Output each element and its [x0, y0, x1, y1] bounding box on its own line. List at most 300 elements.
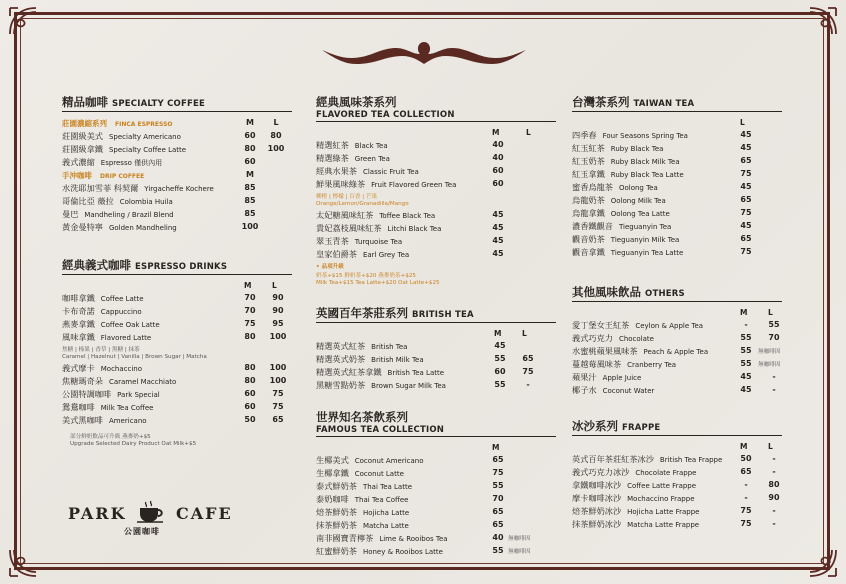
item-name-zh: 紅玉拿鐵	[572, 169, 605, 179]
item-name-zh: 風味拿鐵	[62, 332, 95, 342]
section-title-en: OTHERS	[645, 289, 685, 299]
item-name	[572, 221, 671, 232]
menu-item-row	[62, 402, 292, 415]
item-name	[316, 354, 424, 365]
menu-item-row	[316, 223, 556, 236]
item-name-en: Colombia Huila	[119, 198, 173, 206]
item-name-en: Park Special	[117, 391, 160, 399]
section-title-espresso	[62, 257, 292, 275]
logo-word-cafe: CAFE	[176, 504, 233, 523]
price-l: 75	[740, 169, 752, 178]
column-header-m: M	[246, 118, 254, 127]
item-name-zh: 抹茶鮮奶冰沙	[572, 519, 622, 529]
item-name-zh: 濃香鐵觀音	[572, 221, 613, 231]
menu-item-row	[572, 208, 782, 221]
price-l: 75	[522, 367, 534, 376]
item-name-en: Coconut Americano	[354, 457, 424, 465]
item-name-zh: 英式百年茶莊紅茶冰沙	[572, 454, 654, 464]
menu-item-row	[62, 183, 292, 196]
item-name	[62, 293, 144, 304]
column-headers	[572, 442, 782, 454]
item-name	[572, 130, 688, 141]
item-name	[316, 341, 407, 352]
item-name-en: Ruby Black Tea	[610, 145, 664, 153]
caffeine-free-note: 無咖啡因	[508, 549, 531, 555]
price-m: 55	[740, 346, 752, 355]
price-m: 70	[492, 494, 504, 503]
item-name-en: Tieguanyin Milk Tea	[610, 236, 680, 244]
section-title-en: TAIWAN TEA	[633, 99, 695, 109]
price-l: 45	[740, 143, 752, 152]
price-m: 60	[492, 166, 504, 175]
corner-ornament-icon	[6, 4, 40, 38]
menu-item-row	[572, 372, 782, 385]
caffeine-free-note: 無咖啡因	[508, 536, 531, 542]
item-name-en: Cranberry Tea	[627, 361, 677, 369]
logo-subtitle: 公園咖啡	[124, 527, 160, 536]
price-l: 75	[740, 247, 752, 256]
column-headers	[62, 281, 292, 293]
price-l: 80	[270, 131, 282, 140]
item-name-en: Tieguanyin Tea	[618, 223, 672, 231]
item-name-zh: 泰奶咖啡	[316, 494, 349, 504]
column-header-l: L	[526, 128, 531, 137]
item-name-en: Apple Juice	[602, 374, 642, 382]
item-name-zh: 太妃糖風味紅茶	[316, 210, 374, 220]
item-name-en: Earl Grey Tea	[362, 251, 410, 259]
menu-item-row	[572, 156, 782, 169]
menu-item-row	[572, 346, 782, 359]
subheader-finca	[62, 118, 173, 129]
item-name-zh: 貴妃荔枝風味紅茶	[316, 223, 382, 233]
price-l: 100	[269, 376, 287, 385]
column-header-l: L	[768, 308, 773, 317]
item-name-en: Oolong Milk Tea	[610, 197, 666, 205]
item-name-zh: 觀音拿鐵	[572, 247, 605, 257]
column-header-l: L	[768, 442, 773, 451]
item-name	[572, 385, 654, 396]
price-m: 45	[740, 372, 752, 381]
menu-item-row	[62, 209, 292, 222]
menu-item-row	[572, 493, 782, 506]
item-name-en: Coffee Latte Frappe	[627, 482, 697, 490]
menu-item-row	[316, 507, 556, 520]
menu-item-row	[62, 415, 292, 428]
item-name	[572, 359, 676, 370]
item-name	[62, 389, 160, 400]
price-l: 65	[272, 415, 284, 424]
item-name	[572, 182, 658, 193]
item-name	[572, 333, 654, 344]
price-m: 55	[492, 546, 504, 555]
price-m: 65	[740, 467, 752, 476]
item-name	[572, 169, 684, 180]
section-title-british	[316, 305, 556, 323]
item-name-zh: 愛丁堡女王紅茶	[572, 320, 630, 330]
section-title-en: ESPRESSO DRINKS	[135, 262, 228, 272]
price-l: 65	[740, 195, 752, 204]
fruit-options-en: Orange/Lemon/Granadilla/Mango	[316, 201, 409, 207]
item-name	[572, 208, 670, 219]
subheader-en: DRIP COFFEE	[100, 173, 145, 180]
item-name-en: Brown Sugar Milk Tea	[371, 382, 446, 390]
item-name	[572, 346, 708, 357]
item-name	[62, 376, 176, 387]
section-title-zh: 冰沙系列	[572, 419, 618, 433]
item-name	[316, 179, 456, 190]
item-name-zh: 紅蜜鮮奶茶	[316, 546, 357, 556]
section-title-zh: 經典風味茶系列	[316, 95, 397, 109]
item-name-en: Green Tea	[354, 155, 390, 163]
item-name-zh: 鴛鴦咖啡	[62, 402, 95, 412]
price-l: 45	[740, 221, 752, 230]
price-m: 80	[244, 363, 256, 372]
upgrade-title-text: 品項升級	[321, 264, 344, 270]
item-name-en: Oolong Tea	[618, 184, 658, 192]
item-name	[316, 380, 446, 391]
menu-item-row	[572, 519, 782, 532]
item-name-zh: 皇家伯爵茶	[316, 249, 357, 259]
menu-item-row	[572, 480, 782, 493]
item-name-en: Mandheling / Brazil Blend	[84, 211, 174, 219]
price-m: 45	[492, 249, 504, 258]
price-m: 60	[492, 179, 504, 188]
item-name-zh: 烏龍拿鐵	[572, 208, 605, 218]
item-name-en: Honey & Rooibos Latte	[362, 548, 443, 556]
menu-item-row	[316, 354, 556, 367]
price-m: 70	[244, 293, 256, 302]
caffeine-free-note: 無咖啡因	[758, 362, 781, 368]
item-name-en: Ruby Black Tea Latte	[610, 171, 684, 179]
column-header-m: M	[740, 442, 748, 451]
menu-item-row	[316, 481, 556, 494]
item-name	[316, 210, 435, 221]
item-name-zh: 紅玉奶茶	[572, 156, 605, 166]
menu-item-row	[62, 293, 292, 306]
price-m: 60	[244, 402, 256, 411]
item-name-en: Tieguanyin Tea Latte	[610, 249, 684, 257]
menu-item-row	[572, 320, 782, 333]
upgrade-title: • 品項升級	[316, 264, 344, 270]
menu-item-row	[572, 506, 782, 519]
menu-item-row	[572, 130, 782, 143]
section-title-others	[572, 284, 782, 302]
price-m: 60	[244, 131, 256, 140]
subheader-row	[62, 118, 292, 131]
price-l: -	[772, 467, 776, 476]
item-name-zh: 卡布奇諾	[62, 306, 95, 316]
item-name-en: Chocolate	[618, 335, 654, 343]
price-m: 80	[244, 376, 256, 385]
column-header-l: L	[272, 281, 277, 290]
item-name	[316, 249, 409, 260]
menu-item-row	[572, 247, 782, 260]
section-title-frappe	[572, 418, 782, 436]
price-l: -	[772, 506, 776, 515]
item-name-en: Peach & Apple Tea	[643, 348, 709, 356]
price-l: 95	[272, 319, 284, 328]
item-name	[572, 143, 663, 154]
park-cafe-logo	[62, 496, 242, 546]
price-m: 45	[492, 236, 504, 245]
price-m: 55	[494, 380, 506, 389]
item-name-zh: 精選英式奶茶	[316, 354, 366, 364]
item-name-en: Black Tea	[354, 142, 388, 150]
section-title-en: BRITISH TEA	[412, 310, 474, 320]
item-name	[572, 493, 695, 504]
price-m: 45	[492, 223, 504, 232]
item-name-zh: 黑糖雪點奶茶	[316, 380, 366, 390]
price-l: 45	[740, 130, 752, 139]
item-name-en: Espresso 僅供內用	[100, 159, 163, 167]
menu-item-row	[572, 385, 782, 398]
item-name-zh: 椰子水	[572, 385, 597, 395]
item-name-en: Yirgacheffe Kochere	[144, 185, 214, 193]
item-name-en: Classic Fruit Tea	[362, 168, 419, 176]
item-name-zh: 義式巧克力	[572, 333, 613, 343]
item-name-zh: 公園特調咖啡	[62, 389, 112, 399]
column-header-m: M	[494, 329, 502, 338]
oat-upgrade-note-en: Upgrade Selected Dairy Product Oat Milk+$5	[70, 441, 197, 447]
corner-ornament-icon	[6, 546, 40, 580]
item-name-en: Four Seasons Spring Tea	[602, 132, 688, 140]
item-name-en: British Tea	[371, 343, 408, 351]
menu-item-row	[572, 234, 782, 247]
item-name	[62, 402, 154, 413]
price-l: 65	[522, 354, 534, 363]
item-name-en: Coconut Latte	[354, 470, 404, 478]
subheader-zh: 手沖咖啡	[62, 171, 92, 180]
item-name-en: British Milk Tea	[371, 356, 424, 364]
column-header-m: M	[492, 443, 500, 452]
item-name	[572, 506, 699, 517]
item-name-zh: 紅玉紅茶	[572, 143, 605, 153]
price-l: 100	[269, 332, 287, 341]
item-name	[572, 320, 703, 331]
price-l: 75	[272, 402, 284, 411]
item-name-zh: 蜜香烏龍茶	[572, 182, 613, 192]
price-m: 75	[244, 319, 256, 328]
price-m: 60	[494, 367, 506, 376]
section-title-specialty	[62, 94, 292, 112]
item-name-zh: 南非國寶青檸茶	[316, 533, 374, 543]
item-name-zh: 精選綠茶	[316, 153, 349, 163]
item-name	[62, 319, 160, 330]
item-name-en: Coffee Oak Latte	[100, 321, 160, 329]
price-l: 90	[272, 306, 284, 315]
item-name-zh: 四季春	[572, 130, 597, 140]
price-m: 85	[244, 183, 256, 192]
item-name	[62, 363, 142, 374]
item-name-zh: 經典水果茶	[316, 166, 357, 176]
price-m: 65	[492, 520, 504, 529]
menu-item-row	[572, 467, 782, 480]
item-name	[62, 332, 151, 343]
item-name-en: British Tea Frappe	[659, 456, 723, 464]
flavor-options-en: Caramel | Hazelnut | Vanilla | Brown Sugar | Matcha	[62, 354, 207, 360]
upgrade-prices-en: Milk Tea+$15 Tea Latte+$20 Oat Latte+$25	[316, 280, 440, 286]
price-m: 40	[492, 140, 504, 149]
corner-ornament-icon	[806, 4, 840, 38]
menu-item-row	[316, 367, 556, 380]
price-m: 55	[740, 333, 752, 342]
item-name	[62, 222, 177, 233]
price-m: 85	[244, 196, 256, 205]
section-title-zh: 台灣茶系列	[572, 95, 630, 109]
price-l: 100	[267, 144, 285, 153]
price-m: 65	[492, 455, 504, 464]
price-m: 50	[740, 454, 752, 463]
item-name-zh: 莊園級美式	[62, 131, 103, 141]
price-m: 55	[740, 359, 752, 368]
item-name-zh: 燕麥拿鐵	[62, 319, 95, 329]
item-name-zh: 義式濃縮	[62, 157, 95, 167]
column-header-m: M	[740, 308, 748, 317]
item-name-en: Specialty Americano	[108, 133, 181, 141]
item-name-en: British Tea Latte	[387, 369, 445, 377]
item-name-zh: 水洗耶加雪菲 科契爾	[62, 183, 139, 193]
item-name-en: Chocolate Frappe	[635, 469, 697, 477]
item-name-zh: 烏龍奶茶	[572, 195, 605, 205]
item-name	[316, 507, 409, 518]
menu-item-row	[316, 455, 556, 468]
item-name	[572, 234, 679, 245]
item-name-en: Caramel Macchiato	[108, 378, 177, 386]
subheader-drip	[62, 170, 144, 181]
column-header-l: L	[522, 329, 527, 338]
item-name-en: Flavored Latte	[100, 334, 152, 342]
column-headers	[316, 128, 556, 140]
menu-item-row	[316, 153, 556, 166]
item-name-en: Mochaccino Frappe	[627, 495, 695, 503]
menu-item-row	[62, 363, 292, 376]
column-header-m: M	[246, 170, 254, 179]
item-name-zh: 焙茶鮮奶冰沙	[572, 506, 622, 516]
column-left	[62, 94, 292, 450]
menu-item-row	[62, 376, 292, 389]
header-flourish-icon	[314, 38, 534, 68]
price-m: -	[744, 320, 748, 329]
price-l: -	[772, 454, 776, 463]
item-name-en: Turquoise Tea	[354, 238, 403, 246]
section-title-zh: 世界知名茶飲系列	[316, 410, 408, 424]
price-l: -	[772, 519, 776, 528]
item-name	[62, 415, 147, 426]
item-name-zh: 翠玉青茶	[316, 236, 349, 246]
column-headers	[572, 118, 782, 130]
item-name	[62, 196, 173, 207]
column-middle	[316, 94, 556, 559]
upgrade-prices-zh: 奶茶+$15 鮮奶茶+$20 燕麥奶茶+$25	[316, 273, 416, 279]
item-name	[316, 236, 402, 247]
item-name	[62, 131, 181, 142]
price-l: -	[772, 385, 776, 394]
section-title-zh: 精品咖啡	[62, 95, 108, 109]
section-title-famous	[316, 409, 556, 437]
price-l: -	[526, 380, 530, 389]
menu-item-row	[316, 468, 556, 481]
item-name-zh: 義式摩卡	[62, 363, 95, 373]
price-l: 90	[272, 293, 284, 302]
column-header-l: L	[740, 118, 745, 127]
item-name-en: Golden Mandheling	[108, 224, 177, 232]
item-name-en: Litchi Black Tea	[387, 225, 442, 233]
logo-word-park: PARK	[68, 504, 127, 523]
item-name-zh: 義式巧克力冰沙	[572, 467, 630, 477]
item-name	[572, 372, 641, 383]
item-name-zh: 生椰拿鐵	[316, 468, 349, 478]
price-m: 60	[244, 157, 256, 166]
price-l: 100	[269, 363, 287, 372]
item-name	[62, 183, 214, 194]
price-m: 65	[492, 507, 504, 516]
menu-item-row	[62, 196, 292, 209]
item-name-en: Specialty Coffee Latte	[108, 146, 187, 154]
item-name	[316, 494, 408, 505]
item-name-zh: 咖啡拿鐵	[62, 293, 95, 303]
menu-item-row	[316, 520, 556, 533]
column-headers	[316, 443, 556, 455]
menu-item-row	[572, 333, 782, 346]
menu-item-row	[62, 319, 292, 332]
section-title-en: FLAVORED TEA COLLECTION	[316, 110, 455, 120]
item-name	[316, 546, 443, 557]
item-name-zh: 美式黑咖啡	[62, 415, 103, 425]
item-name-en: Fruit Flavored Green Tea	[371, 181, 457, 189]
item-name	[62, 209, 174, 220]
price-m: 45	[492, 210, 504, 219]
price-l: 75	[740, 208, 752, 217]
price-m: 60	[244, 389, 256, 398]
item-name-zh: 精選英式紅茶拿鐵	[316, 367, 382, 377]
item-name-en: Coffee Latte	[100, 295, 144, 303]
menu-item-row	[62, 157, 292, 170]
item-name-en: Ceylon & Apple Tea	[635, 322, 704, 330]
section-title-en: FAMOUS TEA COLLECTION	[316, 425, 445, 435]
menu-item-row	[572, 169, 782, 182]
column-headers	[316, 329, 556, 341]
price-m: 55	[494, 354, 506, 363]
price-l: 75	[272, 389, 284, 398]
item-name-zh: 觀音奶茶	[572, 234, 605, 244]
item-name-en: Thai Tea Latte	[362, 483, 413, 491]
item-name-en: Americano	[108, 417, 147, 425]
item-name-en: Matcha Latte	[362, 522, 409, 530]
item-name	[572, 480, 696, 491]
price-l: -	[772, 372, 776, 381]
item-name-en: Cappuccino	[100, 308, 142, 316]
menu-item-row	[572, 143, 782, 156]
menu-item-row	[316, 179, 556, 192]
item-name-en: Coconut Water	[602, 387, 655, 395]
subheader-row	[62, 170, 292, 183]
menu-item-row	[316, 249, 556, 262]
item-name-zh: 拿鐵咖啡冰沙	[572, 480, 622, 490]
price-m: 75	[740, 506, 752, 515]
price-m: 55	[492, 481, 504, 490]
menu-item-row	[572, 359, 782, 372]
menu-item-row	[316, 380, 556, 393]
menu-item-row	[62, 306, 292, 319]
item-name-zh: 鮮果風味綠茶	[316, 179, 366, 189]
item-name-zh: 水蜜桃蘋果風味茶	[572, 346, 638, 356]
price-m: 80	[244, 332, 256, 341]
oat-upgrade-note-zh: 部分鮮奶飲品可升級 燕麥奶+$5	[70, 434, 151, 440]
price-l: 65	[740, 234, 752, 243]
subheader-en: FINCA ESPRESSO	[115, 121, 173, 128]
flavor-options-zh: 焦糖 | 榛果 | 香草 | 黑糖 | 抹茶	[62, 347, 140, 353]
item-name-en: Thai Tea Coffee	[354, 496, 409, 504]
